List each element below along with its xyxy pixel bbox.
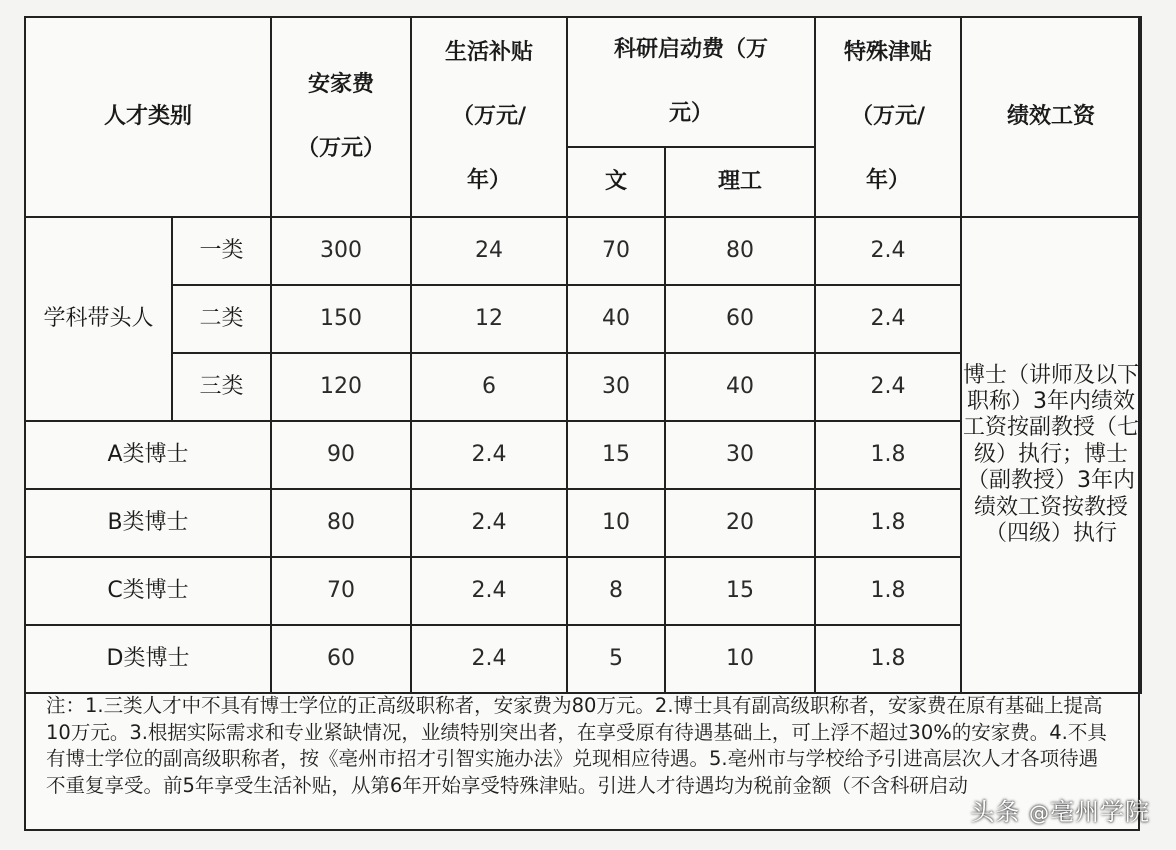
header-settlement-line1: 安家费: [308, 72, 375, 97]
header-living-line3: 年）: [467, 168, 512, 193]
header-research-science: 理工: [665, 147, 815, 217]
row-label: A类博士: [25, 421, 271, 489]
research-arts-value: 8: [567, 557, 665, 625]
special-value: 1.8: [815, 489, 961, 557]
research-arts-value: 10: [567, 489, 665, 557]
row-label: C类博士: [25, 557, 271, 625]
header-living-line2: （万元/: [451, 104, 527, 129]
settlement-value: 80: [271, 489, 411, 557]
row-label: D类博士: [25, 625, 271, 693]
performance-pay-text: 博士（讲师及以下职称）3年内绩效工资按副教授（七级）执行；博士（副教授）3年内绩效工资按教授（四级）执行: [961, 217, 1141, 693]
header-research-line1: 科研启动费（万: [614, 37, 769, 62]
header-research-arts: 文: [567, 147, 665, 217]
living-value: 6: [411, 353, 567, 421]
research-science-value: 10: [665, 625, 815, 693]
research-science-value: 80: [665, 217, 815, 285]
research-arts-value: 30: [567, 353, 665, 421]
header-performance-pay: 绩效工资: [961, 17, 1141, 217]
special-value: 1.8: [815, 421, 961, 489]
living-value: 2.4: [411, 421, 567, 489]
living-value: 24: [411, 217, 567, 285]
settlement-value: 90: [271, 421, 411, 489]
table-row: [25, 217, 1141, 285]
header-living-line1: 生活补贴: [445, 40, 534, 65]
living-value: 2.4: [411, 489, 567, 557]
watermark-prefix: 头条: [970, 798, 1021, 826]
living-value: 2.4: [411, 625, 567, 693]
table-footnote: 注：1.三类人才中不具有博士学位的正高级职称者，安家费为80万元。2.博士具有副高级职称者，安家费在原有基础上提高10万元。3.根据实际需求和专业紧缺情况，业绩特别突出者，在享受原有待遇基础上，可上浮不超过30%的安家费。4.不具有博士学位的副高级职称者，按《亳州市招才引智实施办法》兑现相应待遇。5.亳州市与学校给予引进高层次人才各项待遇不重复享受。前5年享受生活补贴，从第6年开始享受特殊津贴。引进人才待遇均为税前金额（不含科研启动: [46, 694, 1107, 797]
research-arts-value: 15: [567, 421, 665, 489]
header-special-line1: 特殊津贴: [844, 40, 933, 65]
living-value: 12: [411, 285, 567, 353]
header-research-fund: [567, 17, 815, 147]
special-value: 1.8: [815, 557, 961, 625]
group-label-discipline-leader: 学科带头人: [25, 217, 172, 421]
settlement-value: 300: [271, 217, 411, 285]
watermark-name: 亳州学院: [1050, 798, 1150, 826]
header-special-line3: 年）: [866, 168, 911, 193]
special-value: 2.4: [815, 217, 961, 285]
settlement-value: 60: [271, 625, 411, 693]
special-value: 2.4: [815, 285, 961, 353]
research-science-value: 30: [665, 421, 815, 489]
header-settlement-fee: [271, 17, 411, 217]
settlement-value: 70: [271, 557, 411, 625]
talent-benefits-table: [24, 16, 1142, 694]
research-science-value: 40: [665, 353, 815, 421]
research-arts-value: 70: [567, 217, 665, 285]
research-science-value: 15: [665, 557, 815, 625]
settlement-value: 120: [271, 353, 411, 421]
header-special-line2: （万元/: [851, 104, 926, 129]
header-research-line2: 元）: [669, 101, 714, 126]
row-label: 二类: [172, 285, 271, 353]
row-label: B类博士: [25, 489, 271, 557]
header-special-allowance: [815, 17, 961, 217]
source-watermark: [970, 792, 1150, 827]
research-arts-value: 40: [567, 285, 665, 353]
header-category: 人才类别: [25, 17, 271, 217]
settlement-value: 150: [271, 285, 411, 353]
header-living-allowance: [411, 17, 567, 217]
header-settlement-line2: （万元）: [297, 136, 386, 161]
research-arts-value: 5: [567, 625, 665, 693]
row-label: 一类: [172, 217, 271, 285]
row-label: 三类: [172, 353, 271, 421]
watermark-at: @: [1029, 801, 1050, 825]
living-value: 2.4: [411, 557, 567, 625]
research-science-value: 60: [665, 285, 815, 353]
special-value: 2.4: [815, 353, 961, 421]
special-value: 1.8: [815, 625, 961, 693]
research-science-value: 20: [665, 489, 815, 557]
